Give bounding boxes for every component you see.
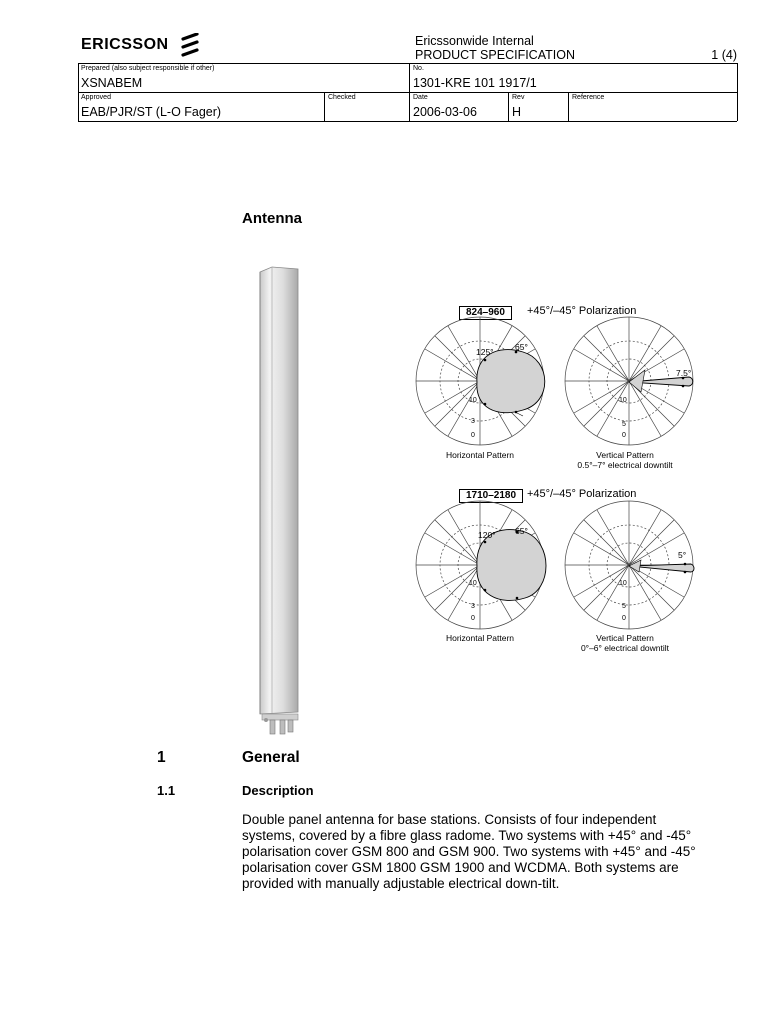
section-1-1-number: 1.1 [157,783,176,798]
band2-scale-3: 3 [471,603,475,610]
description-line: polarisation cover GSM 800 and GSM 900. Two systems with +45° and -45° [242,844,696,859]
band2-v-scale-5: 5 [622,603,626,610]
band1-scale-0: 0 [471,432,475,439]
reference-caption: Reference [572,94,605,101]
prepared-caption: Prepared (also subject responsible if other) [81,65,215,72]
figure-title: Antenna [242,210,302,227]
antenna-photo [252,266,302,736]
band2-v-angle: 5° [678,550,687,560]
band2-scale-10: 10 [469,580,477,587]
date-value: 2006-03-06 [413,105,477,119]
approved-value: EAB/PJR/ST (L-O Fager) [81,105,222,119]
band1-polarization: +45°/–45° Polarization [527,305,637,317]
band1-v-scale-5: 5 [622,421,626,428]
doc-type: PRODUCT SPECIFICATION [415,48,575,62]
band2-horizontal-label: Horizontal Pattern [445,633,515,643]
description-line: systems, covered by a fibre glass radome. Two systems with +45° and -45° [242,828,692,843]
band2-downtilt: 0°–6° electrical downtilt [580,643,670,653]
band1-range: 824–960 [459,306,512,320]
band2-polar-plots [405,500,715,650]
description-line: polarisation cover GSM 1800 GSM 1900 and WCDMA. Both systems are [242,860,679,875]
description-line: Double panel antenna for base stations. Consists of four independent [242,812,657,827]
band1-v-angle: 7.5° [676,368,692,378]
logo-wordmark: ERICSSON [81,36,169,53]
band1-polar-plots [405,316,715,466]
section-1-number: 1 [157,749,166,766]
band1-h-beamwidth: 125° [476,347,494,357]
band2-h-beamwidth: 120° [478,530,496,540]
band1-scale-3: 3 [471,418,475,425]
band1-v-scale-0: 0 [622,432,626,439]
rev-caption: Rev [512,94,525,101]
doc-number: 1301-KRE 101 1917/1 [413,76,537,90]
prepared-value: XSNABEM [81,76,143,90]
band1-downtilt: 0.5°–7° electrical downtilt [577,460,673,470]
band2-v-scale-10: 10 [619,580,627,587]
band2-scale-0: 0 [471,615,475,622]
date-caption: Date [413,94,428,101]
rev-value: H [512,105,522,119]
band1-horizontal-label: Horizontal Pattern [445,450,515,460]
page-number: 1 (4) [711,48,737,62]
section-1-1-title: Description [242,783,314,798]
band2-range: 1710–2180 [459,489,523,503]
band1-h-angle: 65° [515,342,528,352]
approved-caption: Approved [81,94,111,101]
band2-h-angle: 65° [515,526,528,536]
description-line: provided with manually adjustable electrical down-tilt. [242,876,560,891]
band2-polarization: +45°/–45° Polarization [527,488,637,500]
checked-caption: Checked [328,94,356,101]
band1-v-scale-10: 10 [619,397,627,404]
ericsson-logo-icon [180,33,200,57]
classification: Ericssonwide Internal [415,34,534,48]
band1-vertical-label: Vertical Pattern [596,450,654,460]
band2-v-scale-0: 0 [622,615,626,622]
band1-scale-10: 10 [469,397,477,404]
section-1-title: General [242,749,300,766]
no-caption: No. [413,65,424,72]
band2-vertical-label: Vertical Pattern [596,633,654,643]
description-paragraph [242,812,742,892]
